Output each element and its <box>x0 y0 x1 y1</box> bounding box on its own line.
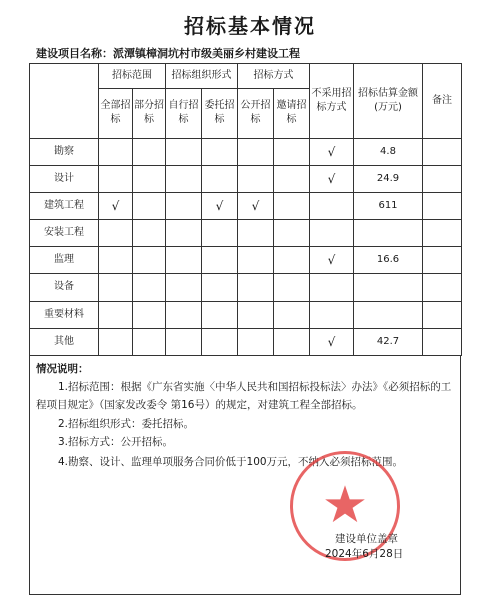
note-item: 4.勘察、设计、监理单项服务合同价低于100万元，不纳入必须招标范围。 <box>58 456 404 468</box>
cell-no-bid: √ <box>310 247 354 274</box>
header-scope: 招标范围 <box>99 64 166 89</box>
cell-invite <box>274 274 310 301</box>
subheader-invite: 邀请招标 <box>274 89 310 138</box>
cell-partial <box>133 165 166 192</box>
cell-self <box>166 247 202 274</box>
page-title: 招标基本情况 <box>184 14 316 38</box>
cell-entrust <box>202 165 238 192</box>
cell-full <box>99 328 133 355</box>
cell-partial <box>133 138 166 165</box>
cell-no-bid <box>310 192 354 219</box>
cell-partial <box>133 247 166 274</box>
header-no-bid: 不采用招标方式 <box>310 64 354 139</box>
header-org: 招标组织形式 <box>166 64 238 89</box>
cell-full <box>99 220 133 247</box>
cell-public <box>238 165 274 192</box>
cell-public <box>238 247 274 274</box>
table-row <box>30 247 462 274</box>
cell-no-bid: √ <box>310 165 354 192</box>
note-item: 1.招标范围：根据《广东省实施〈中华人民共和国招标投标法〉办法》《必须招标的工程项目规定》（国家发改委令 第16号）的规定，对建筑工程全部招标。 <box>36 381 452 411</box>
cell-self <box>166 274 202 301</box>
cell-entrust <box>202 301 238 328</box>
row-label: 设备 <box>30 274 99 301</box>
cell-entrust <box>202 138 238 165</box>
header-estimate: 招标估算金额(万元) <box>354 64 423 139</box>
cell-note <box>423 328 462 355</box>
cell-full <box>99 165 133 192</box>
cell-amount: 42.7 <box>354 328 423 355</box>
cell-partial <box>133 274 166 301</box>
row-label: 建筑工程 <box>30 192 99 219</box>
cell-self <box>166 192 202 219</box>
cell-public <box>238 220 274 247</box>
subheader-public: 公开招标 <box>238 89 274 138</box>
subheader-entrust: 委托招标 <box>202 89 238 138</box>
cell-entrust: √ <box>202 192 238 219</box>
cell-note <box>423 138 462 165</box>
cell-amount: 611 <box>354 192 423 219</box>
subheader-full: 全部招标 <box>99 89 133 138</box>
cell-full <box>99 274 133 301</box>
cell-amount <box>354 220 423 247</box>
cell-public <box>238 301 274 328</box>
cell-partial <box>133 328 166 355</box>
cell-public <box>238 328 274 355</box>
cell-public <box>238 274 274 301</box>
row-label: 重要材料 <box>30 301 99 328</box>
project-name: 建设项目名称：派潭镇樟洞坑村市级美丽乡村建设工程 <box>36 47 300 60</box>
bidding-table <box>29 63 462 356</box>
cell-full <box>99 301 133 328</box>
cell-invite <box>274 328 310 355</box>
cell-amount <box>354 274 423 301</box>
cell-public <box>238 138 274 165</box>
note-item: 2.招标组织形式：委托招标。 <box>58 418 195 430</box>
cell-no-bid <box>310 220 354 247</box>
row-label: 安装工程 <box>30 220 99 247</box>
cell-no-bid: √ <box>310 138 354 165</box>
notes-heading: 情况说明： <box>36 363 89 375</box>
cell-no-bid <box>310 301 354 328</box>
cell-partial <box>133 192 166 219</box>
header-note: 备注 <box>423 64 462 139</box>
note-item: 3.招标方式：公开招标。 <box>58 436 174 448</box>
cell-self <box>166 138 202 165</box>
cell-full <box>99 138 133 165</box>
cell-note <box>423 192 462 219</box>
cell-invite <box>274 301 310 328</box>
cell-partial <box>133 220 166 247</box>
table-row <box>30 192 462 219</box>
table-row <box>30 328 462 355</box>
cell-invite <box>274 220 310 247</box>
corner-cell <box>30 64 99 139</box>
seal-star-icon <box>325 485 365 522</box>
table-row <box>30 165 462 192</box>
cell-partial <box>133 301 166 328</box>
cell-note <box>423 165 462 192</box>
subheader-self: 自行招标 <box>166 89 202 138</box>
cell-amount: 24.9 <box>354 165 423 192</box>
cell-entrust <box>202 247 238 274</box>
cell-invite <box>274 165 310 192</box>
cell-amount: 4.8 <box>354 138 423 165</box>
cell-note <box>423 301 462 328</box>
table-row <box>30 138 462 165</box>
cell-note <box>423 247 462 274</box>
cell-invite <box>274 192 310 219</box>
cell-self <box>166 165 202 192</box>
cell-amount: 16.6 <box>354 247 423 274</box>
row-label: 监理 <box>30 247 99 274</box>
cell-public: √ <box>238 192 274 219</box>
row-label: 设计 <box>30 165 99 192</box>
cell-note <box>423 274 462 301</box>
cell-note <box>423 220 462 247</box>
cell-amount <box>354 301 423 328</box>
cell-no-bid <box>310 274 354 301</box>
cell-self <box>166 328 202 355</box>
cell-self <box>166 301 202 328</box>
signature-date: 2024年6月28日 <box>325 548 404 560</box>
header-method: 招标方式 <box>238 64 310 89</box>
cell-entrust <box>202 328 238 355</box>
signature-label: 建设单位盖章 <box>335 533 398 545</box>
table-row <box>30 220 462 247</box>
subheader-partial: 部分招标 <box>133 89 166 138</box>
cell-full <box>99 247 133 274</box>
cell-self <box>166 220 202 247</box>
cell-entrust <box>202 274 238 301</box>
table-row <box>30 301 462 328</box>
cell-no-bid: √ <box>310 328 354 355</box>
cell-invite <box>274 247 310 274</box>
cell-invite <box>274 138 310 165</box>
table-row <box>30 274 462 301</box>
row-label: 其他 <box>30 328 99 355</box>
cell-entrust <box>202 220 238 247</box>
cell-full: √ <box>99 192 133 219</box>
row-label: 勘察 <box>30 138 99 165</box>
